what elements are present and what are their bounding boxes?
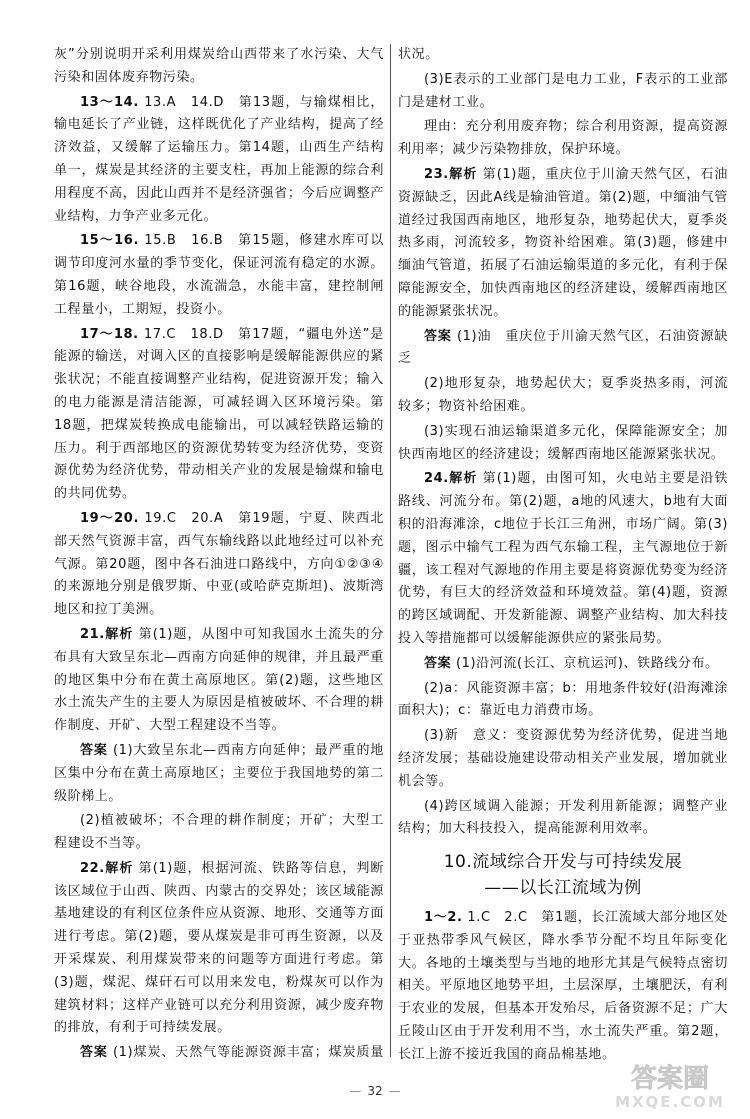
answer-paragraph bbox=[54, 324, 384, 506]
footer-dash-left: — bbox=[349, 1084, 362, 1098]
answer-paragraph bbox=[54, 740, 384, 808]
answer-text: (1)油 重庆位于川渝天然气区，石油资源缺乏 bbox=[398, 328, 728, 367]
answer-paragraph bbox=[398, 69, 728, 115]
answer-text: 13.A 14.D 第13题，与输煤相比，输电延长了产业链，这样既优化了产业结构，提高了经济效益，又缓解了运输压力。第14题，山西生产结构单一，煤炭是其经济的主要支柱，再加上能源的综合利用程度不高，因此山西并不是经济强省；今后应调整产业结构，力争产业多元化。 bbox=[54, 94, 384, 224]
answer-label: 15～16. bbox=[80, 233, 139, 249]
answer-paragraph bbox=[398, 468, 728, 650]
answer-text: 灰”分别说明开采利用煤炭给山西带来了水污染、大气污染和固体废弃物污染。 bbox=[54, 47, 384, 85]
right-column-answers bbox=[398, 44, 728, 841]
answer-text: (1)沿河流(长江、京杭运河)、铁路线分布。 bbox=[455, 655, 719, 671]
answer-label: 1～2. bbox=[424, 910, 463, 926]
answer-paragraph bbox=[54, 508, 384, 622]
answer-paragraph bbox=[54, 858, 384, 1040]
answer-text: 第(1)题，由图可知，火电站主要是沿铁路线、河流分布。第(2)题，a地的风速大，b地有大面积的沿海滩涂，c地位于长江三角洲，市场广阔。第(3)题，图示中输气工程为西气东输工程，主气源地位于新疆，该工程对气源地的作用主要是将资源优势变为经济优势，有巨大的经济效益和环境效益。第(4)题，资源的跨区域调配、开发新能源、调整产业结构、加大科技投入等措施都可以缓解能源供应的紧张局势。 bbox=[398, 471, 728, 646]
section-title: 10.流域综合开发与可持续发展 bbox=[443, 852, 683, 873]
answer-text: (3)新 意义：变资源优势为经济优势，促进当地经济发展；基础设施建设带动相关产业发展，增加就业机会等。 bbox=[398, 728, 728, 789]
answer-text: 19.C 20.A 第19题，宁夏、陕西北部天然气资源丰富，西气东输线路以此地经过可以补充气源。第20题，图中各石油进口路线中，方向①②③④的来源地分别是俄罗斯、中亚(或哈萨克斯坦)、波斯湾地区和拉丁美洲。 bbox=[54, 510, 384, 618]
section-subtitle: ——以长江流域为例 bbox=[484, 878, 642, 899]
answer-label: 19～20. bbox=[80, 510, 139, 526]
footer-dash-right: — bbox=[388, 1084, 401, 1098]
answer-paragraph bbox=[54, 230, 384, 321]
page-number: 32 bbox=[367, 1084, 383, 1098]
answer-text: (1)大致呈东北—西南方向延伸；最严重的地区集中分布在黄土高原地区；主要位于我国地势的第二级阶梯上。 bbox=[54, 742, 384, 804]
answer-text: 理由：充分利用废弃物；综合利用资源，提高资源利用率；减少污染物排放，保护环境。 bbox=[398, 119, 728, 158]
answer-text: 17.C 18.D 第17题，“疆电外送”是能源的输送，对调入区的直接影响是缓解能源供应的紧张状况；不能直接调整产业结构，促进资源开发；输入的电力能源是清洁能源，可减轻调入区环境污染。第18题，把煤炭转换成电能输出，可以减轻铁路运输的压力。利于西部地区的资源优势转变为经济优势，变资源优势为经济优势，带动相关产业的发展是输煤和输电的共同优势。 bbox=[54, 326, 384, 502]
answer-paragraph bbox=[398, 326, 728, 372]
answer-text: (3)实现石油运输渠道多元化，保障能源安全；加快西南地区的经济建设；缓解西南地区能源紧张状况。 bbox=[398, 423, 728, 462]
answer-label: 24.解析 bbox=[424, 471, 478, 487]
watermark-subtext: MXQE.COM bbox=[615, 1093, 725, 1111]
answer-text: (3)E表示的工业部门是电力工业，F表示的工业部门是建材工业。 bbox=[398, 71, 728, 110]
answer-paragraph bbox=[398, 373, 728, 419]
answer-paragraph bbox=[54, 44, 384, 90]
right-column-section-answers bbox=[398, 907, 728, 1063]
answer-label: 21.解析 bbox=[80, 626, 134, 642]
watermark-text: 答案圈 bbox=[630, 1064, 710, 1094]
answer-paragraph bbox=[54, 624, 384, 738]
answer-label: 答案 bbox=[424, 328, 452, 344]
answer-label: 答案 bbox=[80, 1045, 108, 1061]
answer-text: (2)a：风能资源丰富；b：用地条件较好(沿海滩涂面积大)；c：靠近电力消费市场。 bbox=[398, 680, 728, 719]
left-column bbox=[54, 44, 384, 1063]
section-heading bbox=[398, 849, 728, 901]
answer-label: 答案 bbox=[424, 655, 452, 671]
answer-label: 23.解析 bbox=[424, 166, 478, 182]
answer-paragraph bbox=[398, 421, 728, 467]
answer-text: (2)植被破坏；不合理的耕作制度；开矿；大型工程建设不当等。 bbox=[54, 813, 384, 852]
answer-text: 第(1)题，根据河流、铁路等信息，判断该区域位于山西、陕西、内蒙古的交界处；该区域能源基地建设的有利区位条件应从资源、地形、交通等方面进行考虑。第(2)题，要从煤炭是非可再生资源，以及开采煤炭、利用煤炭带来的问题等方面进行考虑。第(3)题，煤泥、煤矸石可以用来发电，粉煤灰可以作为建筑材料；这样产业链可以充分利用资源，减少废弃物的排放，有利于可持续发展。 bbox=[54, 860, 384, 1036]
watermark-logo bbox=[600, 1055, 740, 1113]
right-column bbox=[398, 44, 728, 1063]
answer-paragraph bbox=[398, 116, 728, 162]
answer-paragraph bbox=[398, 164, 728, 324]
column-divider bbox=[390, 44, 391, 1057]
answer-paragraph bbox=[54, 92, 384, 229]
answer-text: 第(1)题，重庆位于川渝天然气区，石油资源缺乏，因此A线是输油管道。第(2)题，中缅油气管道经过我国西南地区，地形复杂，地势起伏大，夏季炎热多雨，河流较多，物资补给困难。第(3)题，修建中缅油气管道，拓展了石油运输渠道的多元化，有利于保障能源安全，加快西南地区的经济建设，缓解西南地区的能源紧张状况。 bbox=[398, 166, 728, 319]
answer-text: 1.C 2.C 第1题，长江流域大部分地区处于亚热带季风气候区，降水季节分配不均且年际变化大。各地的土壤类型与当地的地形尤其是气候特点密切相关。平原地区地势平坦，土层深厚，土壤肥沃，有利于农业的发展，但基本开发殆尽，后备资源不足；广大丘陵山区由于开发利用不当，水土流失严重。第2题，长江上游不接近我国的商品棉基地。 bbox=[398, 910, 728, 1062]
answer-paragraph bbox=[398, 796, 728, 842]
answer-paragraph bbox=[54, 810, 384, 856]
answer-paragraph bbox=[54, 1042, 384, 1063]
answer-text: 第(1)题，从图中可知我国水土流失的分布具有大致呈东北—西南方向延伸的规律，并且最严重的地区集中分布在黄土高原地区。第(2)题，这些地区水土流失产生的主要人为原因是植被破坏、不合理的耕作制度、开矿、大型工程建设不当等。 bbox=[54, 626, 384, 734]
answer-paragraph bbox=[398, 725, 728, 793]
answer-label: 17～18. bbox=[80, 326, 139, 342]
answer-paragraph bbox=[398, 653, 728, 676]
answer-text: (1)煤炭、天然气等能源资源丰富；煤炭质量 bbox=[112, 1045, 384, 1061]
answer-text: (4)跨区域调入能源；开发利用新能源；调整产业结构；加大科技投入，提高能源利用效率。 bbox=[398, 798, 728, 837]
answer-paragraph bbox=[398, 907, 728, 1063]
answer-paragraph bbox=[398, 44, 728, 67]
answer-label: 22.解析 bbox=[80, 860, 134, 876]
answer-label: 13～14. bbox=[80, 94, 139, 110]
answer-paragraph bbox=[398, 678, 728, 724]
answer-text: (2)地形复杂，地势起伏大；夏季炎热多雨，河流较多；物资补给困难。 bbox=[398, 376, 728, 414]
answer-text: 状况。 bbox=[398, 47, 439, 62]
answer-text: 15.B 16.B 第15题，修建水库可以调节印度河水量的季节变化，保证河流有稳定的水源。第16题，峡谷地段，水流湍急，水能丰富，建控制闸工程量小，工期短，投资小。 bbox=[54, 233, 384, 317]
answer-label: 答案 bbox=[80, 742, 108, 758]
